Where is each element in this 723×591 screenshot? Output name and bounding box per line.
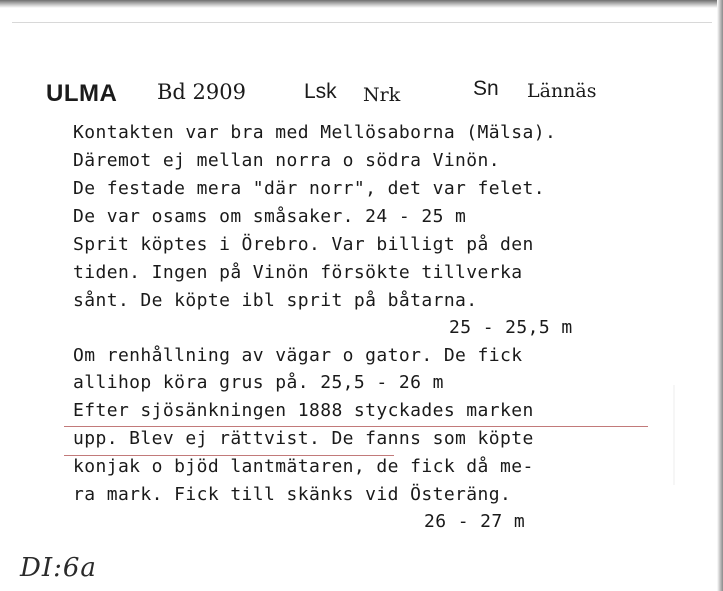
text-line-2: Däremot ej mellan norra o södra Vinön. [73,150,501,171]
text-line-7: sånt. De köpte ibl sprit på båtarna. [73,290,478,311]
text-line-1: Kontakten var bra med Mellösaborna (Mälsa). [73,122,557,143]
text-line-10: allihop köra grus på. 25,5 - 26 m [73,372,444,393]
handwritten-signature: DI:6a [20,553,97,583]
volume-number: Bd 2909 [157,80,246,104]
archive-code: ULMA [46,80,118,107]
text-line-9: Om renhållning av vägar o gator. De fick [73,345,523,366]
sn-label: Sn [473,77,499,100]
text-line-6: tiden. Ingen på Vinön försökte tillverka [73,262,523,283]
text-line-8: 25 - 25,5 m [449,317,573,338]
card-top-rule [12,22,712,23]
text-line-15: 26 - 27 m [424,511,526,532]
parish-name: Lännäs [527,80,597,102]
red-underline-1 [64,426,648,427]
text-line-13: konjak o bjöd lantmätaren, de fick då me- [73,456,534,477]
lsk-label: Lsk [304,80,337,103]
card-top-edge [0,0,723,8]
text-line-5: Sprit köptes i Örebro. Var billigt på den [73,234,534,255]
text-line-14: ra mark. Fick till skänks vid Österäng. [73,484,512,505]
text-line-3: De festade mera "där norr", det var felet. [73,178,545,199]
faint-bleed-through [673,385,715,485]
nrk-label: Nrk [363,84,401,106]
text-line-11: Efter sjösänkningen 1888 styckades marken [73,400,534,421]
card-right-edge [717,0,723,591]
text-line-4: De var osams om småsaker. 24 - 25 m [73,206,467,227]
text-line-12: upp. Blev ej rättvist. De fanns som köpte [73,428,534,449]
